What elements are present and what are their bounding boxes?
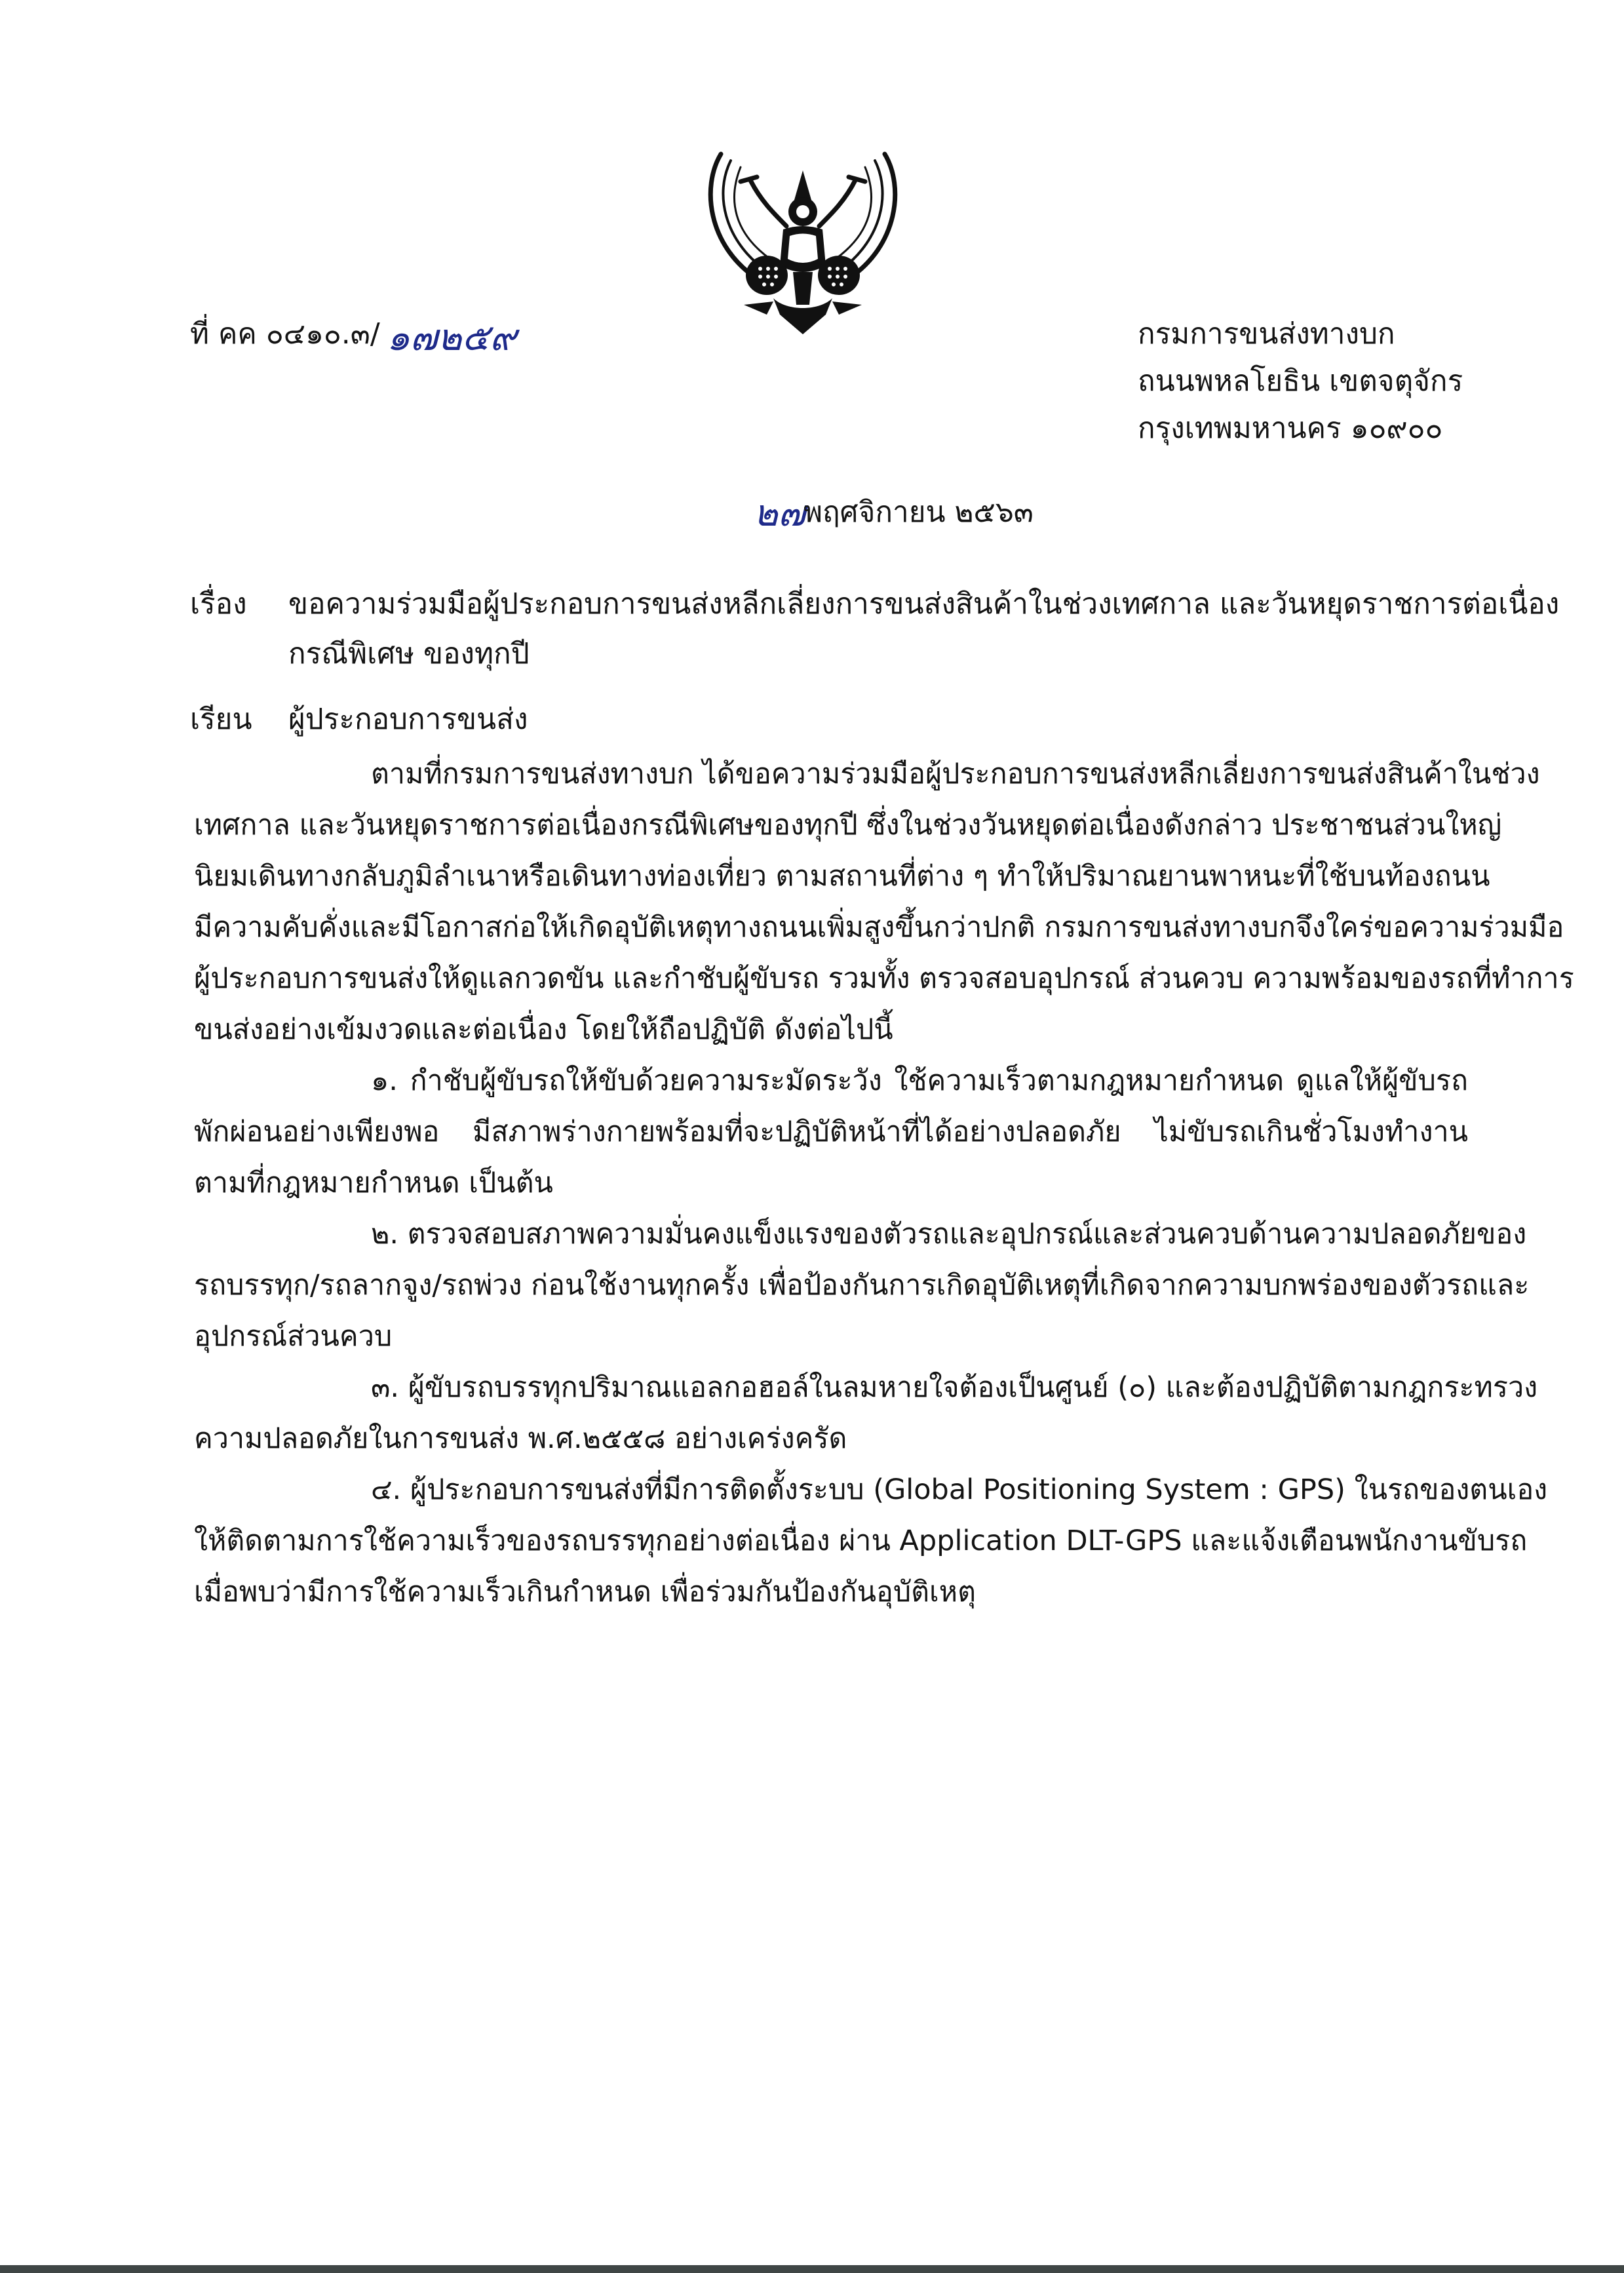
item-3-line-1: ๓. ผู้ขับรถบรรทุกปริมาณแอลกอฮอล์ในลมหายใจต้องเป็นศูนย์ (๐) และต้องปฏิบัติตามกฎกระทรวง — [371, 1371, 1538, 1404]
subject-line-1: ขอความร่วมมือผู้ประกอบการขนส่งหลีกเลี่ยงการขนส่งสินค้าในช่วงเทศกาล และวันหยุดราชการต่อเนื่อง — [288, 587, 1560, 621]
item-2-line-1: ๒. ตรวจสอบสภาพความมั่นคงแข็งแรงของตัวรถและอุปกรณ์และส่วนควบด้านความปลอดภัยของ — [371, 1218, 1527, 1251]
body-intro-line-6: ขนส่งอย่างเข้มงวดและต่อเนื่อง โดยให้ถือปฏิบัติ ดังต่อไปนี้ — [194, 1013, 893, 1046]
date-day-handwritten: ๒๗ — [754, 492, 806, 535]
sender-line-3: กรุงเทพมหานคร ๑๐๙๐๐ — [1138, 412, 1443, 445]
subject-line-2: กรณีพิเศษ ของทุกปี — [288, 637, 530, 670]
sender-line-1: กรมการขนส่งทางบก — [1138, 317, 1395, 351]
item-1-line-3: ตามที่กฎหมายกำหนด เป็นต้น — [194, 1167, 553, 1199]
reference-number-prefix: ที่ คค ๐๔๑๐.๓/ — [190, 317, 380, 351]
addressee-value: ผู้ประกอบการขนส่ง — [288, 703, 528, 736]
body-intro-line-4: มีความคับคั่งและมีโอกาสก่อให้เกิดอุบัติเหตุทางถนนเพิ่มสูงขึ้นกว่าปกติ กรมการขนส่งทางบกจึงใคร่ขอความร่วมมือ — [194, 911, 1564, 944]
date-month-year: พฤศจิกายน ๒๕๖๓ — [803, 495, 1034, 529]
body-intro-line-5: ผู้ประกอบการขนส่งให้ดูแลกวดขัน และกำชับผู้ขับรถ รวมทั้ง ตรวจสอบอุปกรณ์ ส่วนควบ ความพร้อมของรถที่ทำการ — [194, 962, 1574, 995]
reference-number-handwritten: ๑๗๒๕๙ — [387, 317, 516, 359]
item-1-line-1: ๑. กำชับผู้ขับรถให้ขับด้วยความระมัดระวัง ใช้ความเร็วตามกฎหมายกำหนด ดูแลให้ผู้ขับรถ — [371, 1064, 1468, 1097]
item-4-line-1: ๔. ผู้ประกอบการขนส่งที่มีการติดตั้งระบบ (Global Positioning System : GPS) ในรถของตนเอง — [371, 1473, 1548, 1506]
addressee-label: เรียน — [190, 703, 252, 736]
item-4-line-2: ให้ติดตามการใช้ความเร็วของรถบรรทุกอย่างต่อเนื่อง ผ่าน Application DLT-GPS และแจ้งเตือนพนักงานขับรถ — [194, 1525, 1528, 1557]
subject-label: เรื่อง — [190, 587, 247, 621]
body-intro-line-3: นิยมเดินทางกลับภูมิลำเนาหรือเดินทางท่องเที่ยว ตามสถานที่ต่าง ๆ ทำให้ปริมาณยานพาหนะที่ใช้บนท้องถนน — [194, 860, 1490, 893]
item-2-line-2: รถบรรทุก/รถลากจูง/รถพ่วง ก่อนใช้งานทุกครั้ง เพื่อป้องกันการเกิดอุบัติเหตุที่เกิดจากความบกพร่องของตัวรถและ — [194, 1269, 1530, 1302]
garuda-emblem-icon — [695, 141, 911, 338]
scanner-bottom-edge — [0, 2265, 1624, 2273]
item-3-line-2: ความปลอดภัยในการขนส่ง พ.ศ.๒๕๕๘ อย่างเคร่งครัด — [194, 1422, 847, 1455]
sender-line-2: ถนนพหลโยธิน เขตจตุจักร — [1138, 364, 1463, 398]
body-intro-line-1: ตามที่กรมการขนส่งทางบก ได้ขอความร่วมมือผู้ประกอบการขนส่งหลีกเลี่ยงการขนส่งสินค้าในช่วง — [371, 758, 1540, 790]
item-4-line-3: เมื่อพบว่ามีการใช้ความเร็วเกินกำหนด เพื่อร่วมกันป้องกันอุบัติเหตุ — [194, 1576, 976, 1608]
body-intro-line-2: เทศกาล และวันหยุดราชการต่อเนื่องกรณีพิเศษของทุกปี ซึ่งในช่วงวันหยุดต่อเนื่องดังกล่าว ประชาชนส่วนใหญ่ — [194, 809, 1502, 842]
item-2-line-3: อุปกรณ์ส่วนควบ — [194, 1320, 393, 1353]
item-1-line-2: พักผ่อนอย่างเพียงพอ มีสภาพร่างกายพร้อมที่จะปฏิบัติหน้าที่ได้อย่างปลอดภัย ไม่ขับรถเกินชั่วโมงทำงาน — [194, 1116, 1468, 1148]
